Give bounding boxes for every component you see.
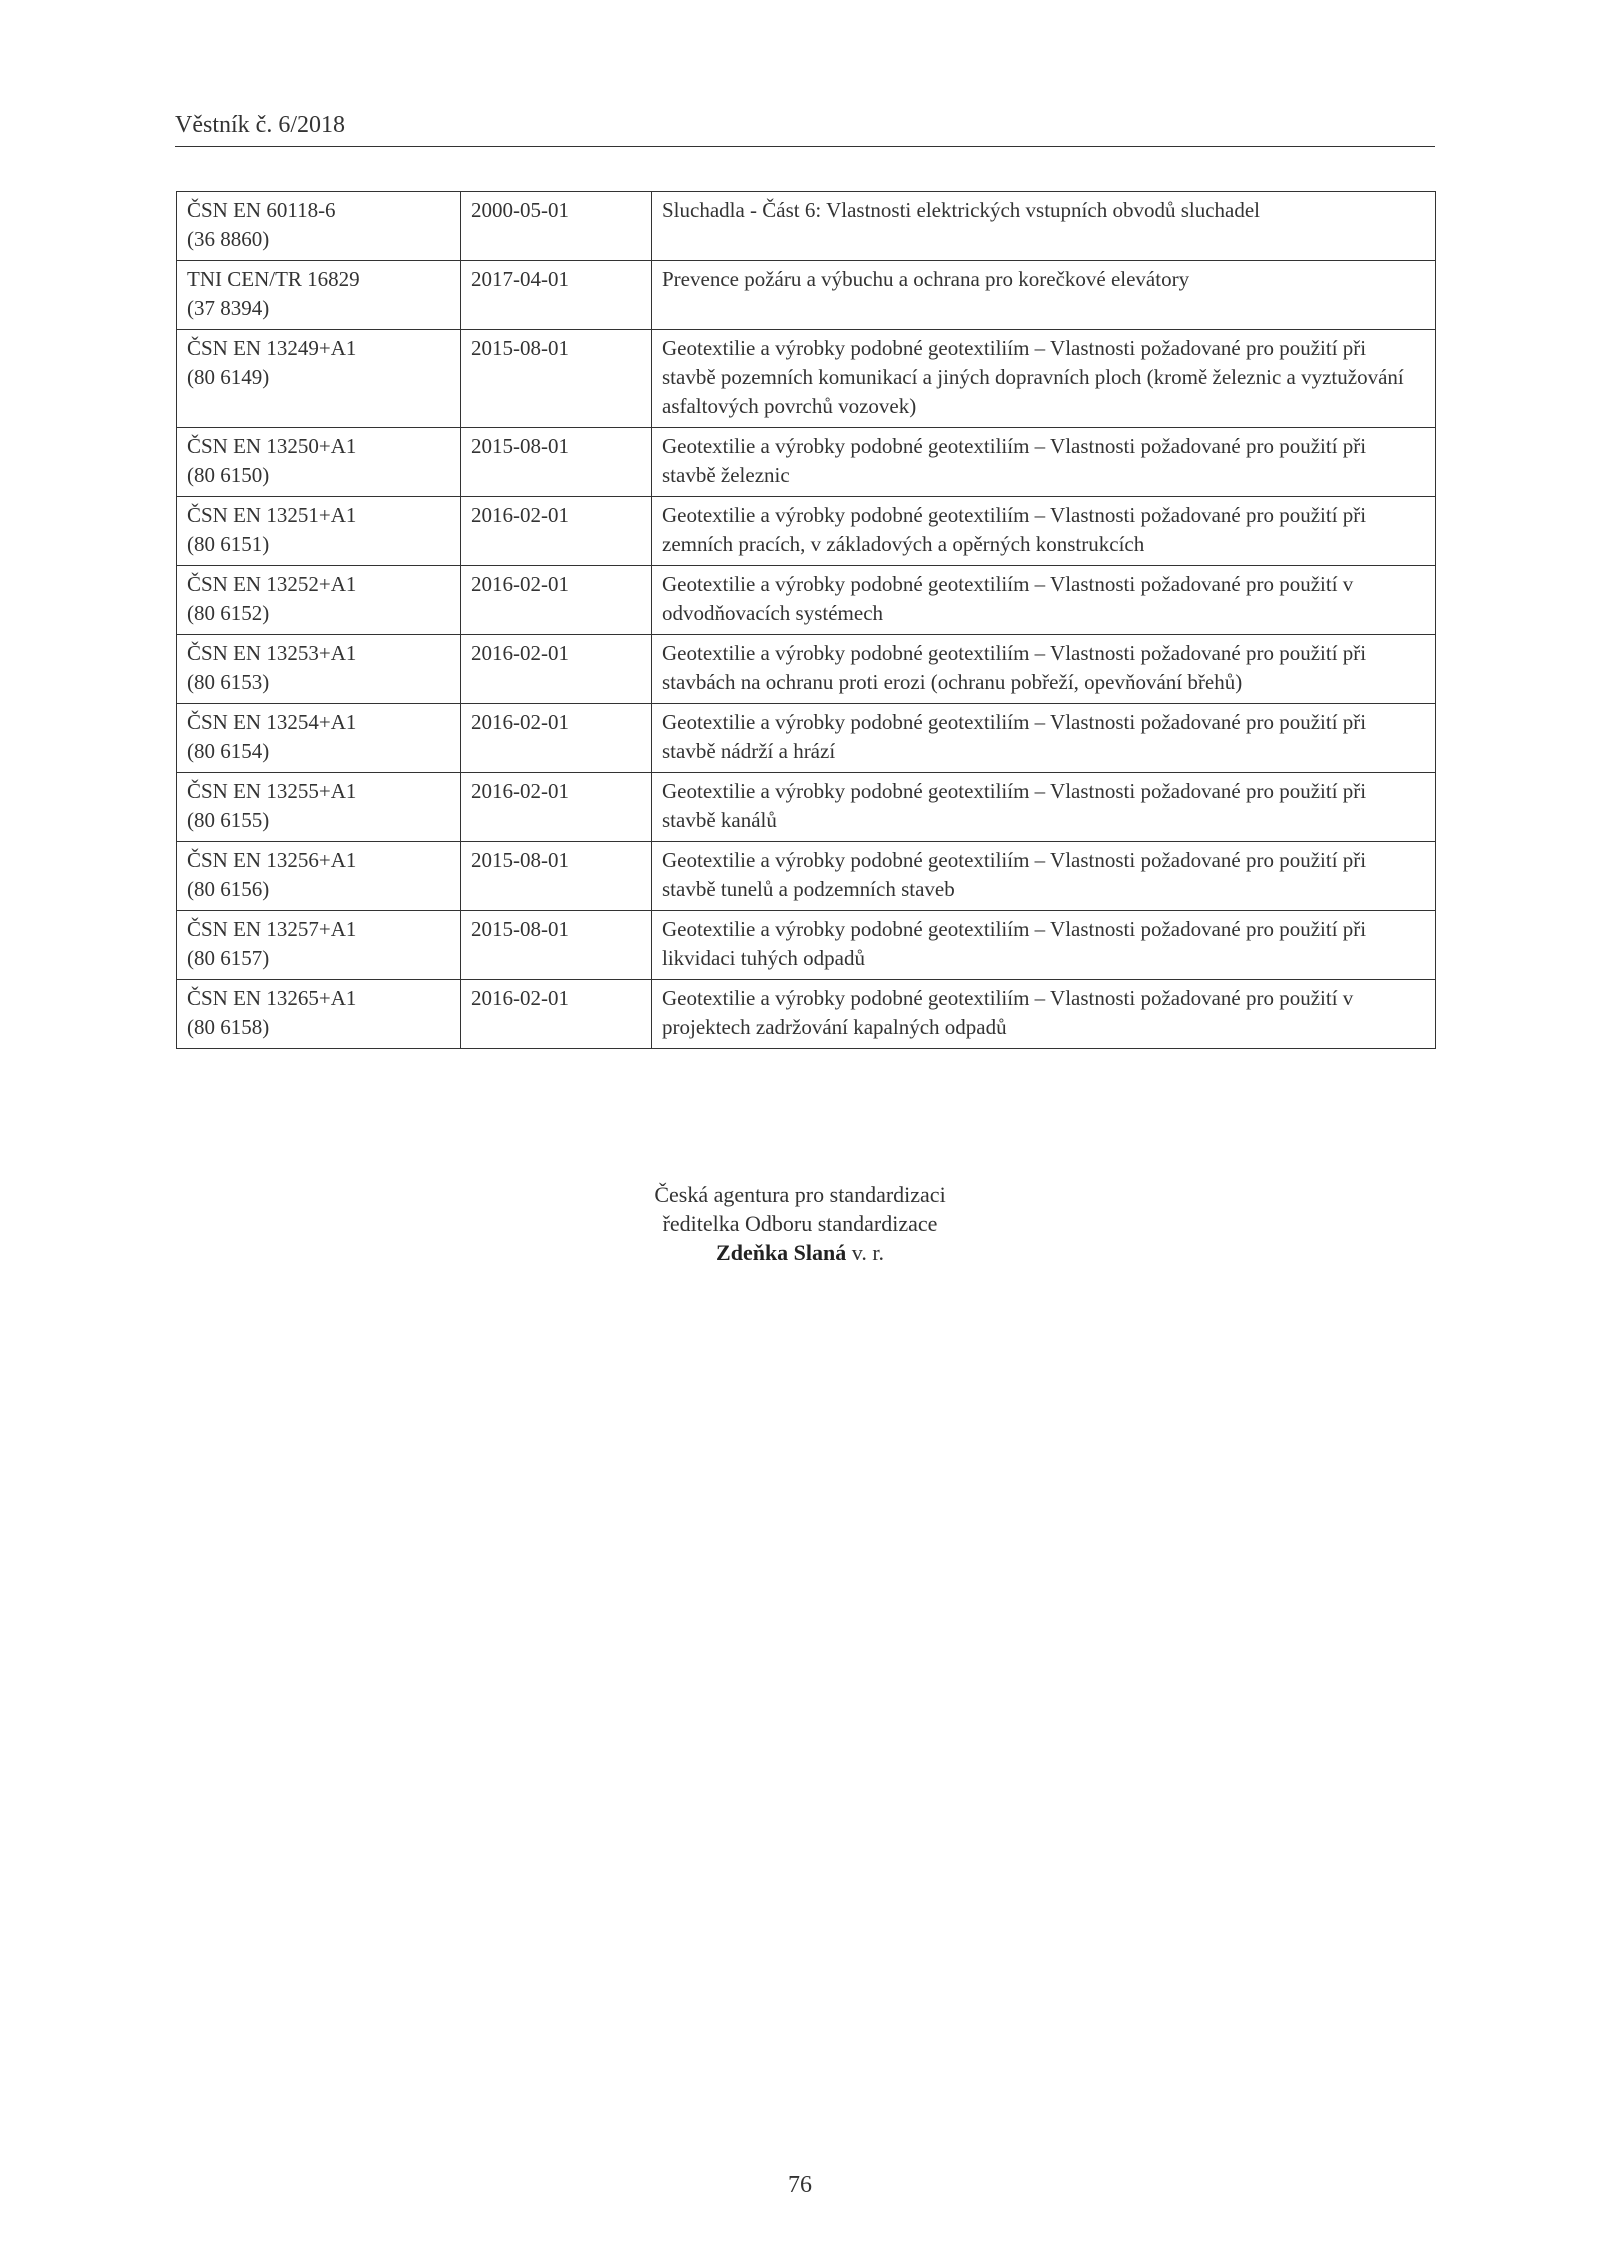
effective-date: 2015-08-01 [461, 330, 652, 428]
classification-number: (80 6151) [187, 532, 270, 556]
standard-title: Geotextilie a výrobky podobné geotextiliím – Vlastnosti požadované pro použití při stavbě nádrží a hrází [652, 704, 1436, 773]
standard-code: ČSN EN 13256+A1 [187, 848, 357, 872]
effective-date: 2016-02-01 [461, 980, 652, 1049]
standard-code: ČSN EN 13249+A1 [187, 336, 357, 360]
standard-title: Geotextilie a výrobky podobné geotextiliím – Vlastnosti požadované pro použití v odvodňovacích systémech [652, 566, 1436, 635]
standard-title: Geotextilie a výrobky podobné geotextiliím – Vlastnosti požadované pro použití při zemních pracích, v základových a opěrných konstrukcích [652, 497, 1436, 566]
signature-block [500, 1180, 1100, 1267]
standard-code-cell [177, 497, 461, 566]
effective-date: 2015-08-01 [461, 911, 652, 980]
page-header [175, 112, 1435, 147]
standard-title: Geotextilie a výrobky podobné geotextiliím – Vlastnosti požadované pro použití v projektech zadržování kapalných odpadů [652, 980, 1436, 1049]
classification-number: (80 6149) [187, 365, 270, 389]
classification-number: (80 6156) [187, 877, 270, 901]
signatory-name: Zdeňka Slaná [716, 1240, 847, 1265]
standard-code-cell [177, 911, 461, 980]
table-row [177, 773, 1436, 842]
standard-code: ČSN EN 13257+A1 [187, 917, 357, 941]
classification-number: (37 8394) [187, 296, 270, 320]
table-row [177, 428, 1436, 497]
table-row [177, 192, 1436, 261]
effective-date: 2016-02-01 [461, 704, 652, 773]
table-row [177, 261, 1436, 330]
standard-title: Sluchadla - Část 6: Vlastnosti elektrických vstupních obvodů sluchadel [652, 192, 1436, 261]
standard-code: ČSN EN 13253+A1 [187, 641, 357, 665]
standard-code-cell [177, 192, 461, 261]
classification-number: (80 6150) [187, 463, 270, 487]
effective-date: 2016-02-01 [461, 566, 652, 635]
standard-title: Geotextilie a výrobky podobné geotextiliím – Vlastnosti požadované pro použití při stavbě tunelů a podzemních staveb [652, 842, 1436, 911]
standard-code-cell [177, 566, 461, 635]
page-number: 76 [788, 2172, 812, 2198]
standard-code-cell [177, 635, 461, 704]
table-row [177, 980, 1436, 1049]
classification-number: (80 6155) [187, 808, 270, 832]
standard-code: ČSN EN 13255+A1 [187, 779, 357, 803]
table-row [177, 566, 1436, 635]
table-row [177, 842, 1436, 911]
effective-date: 2016-02-01 [461, 635, 652, 704]
classification-number: (80 6152) [187, 601, 270, 625]
classification-number: (80 6154) [187, 739, 270, 763]
bulletin-title: Věstník č. 6/2018 [175, 112, 345, 138]
table-row [177, 911, 1436, 980]
standard-code-cell [177, 428, 461, 497]
standard-title: Geotextilie a výrobky podobné geotextiliím – Vlastnosti požadované pro použití při stavbě kanálů [652, 773, 1436, 842]
standard-code-cell [177, 842, 461, 911]
table-row [177, 497, 1436, 566]
standard-title: Prevence požáru a výbuchu a ochrana pro korečkové elevátory [652, 261, 1436, 330]
classification-number: (80 6158) [187, 1015, 270, 1039]
standard-code: ČSN EN 13250+A1 [187, 434, 357, 458]
standard-code: ČSN EN 13251+A1 [187, 503, 357, 527]
standard-code-cell [177, 980, 461, 1049]
signature-suffix: v. r. [851, 1240, 884, 1265]
effective-date: 2017-04-01 [461, 261, 652, 330]
effective-date: 2016-02-01 [461, 497, 652, 566]
table-row [177, 330, 1436, 428]
standard-code-cell [177, 261, 461, 330]
standard-code: ČSN EN 60118-6 [187, 198, 336, 222]
classification-number: (36 8860) [187, 227, 270, 251]
classification-number: (80 6153) [187, 670, 270, 694]
standard-title: Geotextilie a výrobky podobné geotextiliím – Vlastnosti požadované pro použití při likvidaci tuhých odpadů [652, 911, 1436, 980]
standard-title: Geotextilie a výrobky podobné geotextiliím – Vlastnosti požadované pro použití při stavbách na ochranu proti erozi (ochranu pobřeží, opevňování břehů) [652, 635, 1436, 704]
standards-table [176, 191, 1436, 1049]
table-row [177, 704, 1436, 773]
signatory-line [500, 1238, 1100, 1267]
standard-code: ČSN EN 13254+A1 [187, 710, 357, 734]
signatory-role: ředitelka Odboru standardizace [662, 1211, 938, 1236]
standard-title: Geotextilie a výrobky podobné geotextiliím – Vlastnosti požadované pro použití při stavbě pozemních komunikací a jiných dopravních ploch (kromě železnic a vyztužování asfaltových povrchů vozovek) [652, 330, 1436, 428]
effective-date: 2015-08-01 [461, 428, 652, 497]
standard-code: ČSN EN 13265+A1 [187, 986, 357, 1010]
standard-code: TNI CEN/TR 16829 [187, 267, 360, 291]
table-row [177, 635, 1436, 704]
effective-date: 2000-05-01 [461, 192, 652, 261]
standard-code-cell [177, 330, 461, 428]
standard-code-cell [177, 704, 461, 773]
standard-code: ČSN EN 13252+A1 [187, 572, 357, 596]
effective-date: 2015-08-01 [461, 842, 652, 911]
standard-code-cell [177, 773, 461, 842]
classification-number: (80 6157) [187, 946, 270, 970]
effective-date: 2016-02-01 [461, 773, 652, 842]
agency-name: Česká agentura pro standardizaci [654, 1182, 946, 1207]
standard-title: Geotextilie a výrobky podobné geotextiliím – Vlastnosti požadované pro použití při stavbě železnic [652, 428, 1436, 497]
